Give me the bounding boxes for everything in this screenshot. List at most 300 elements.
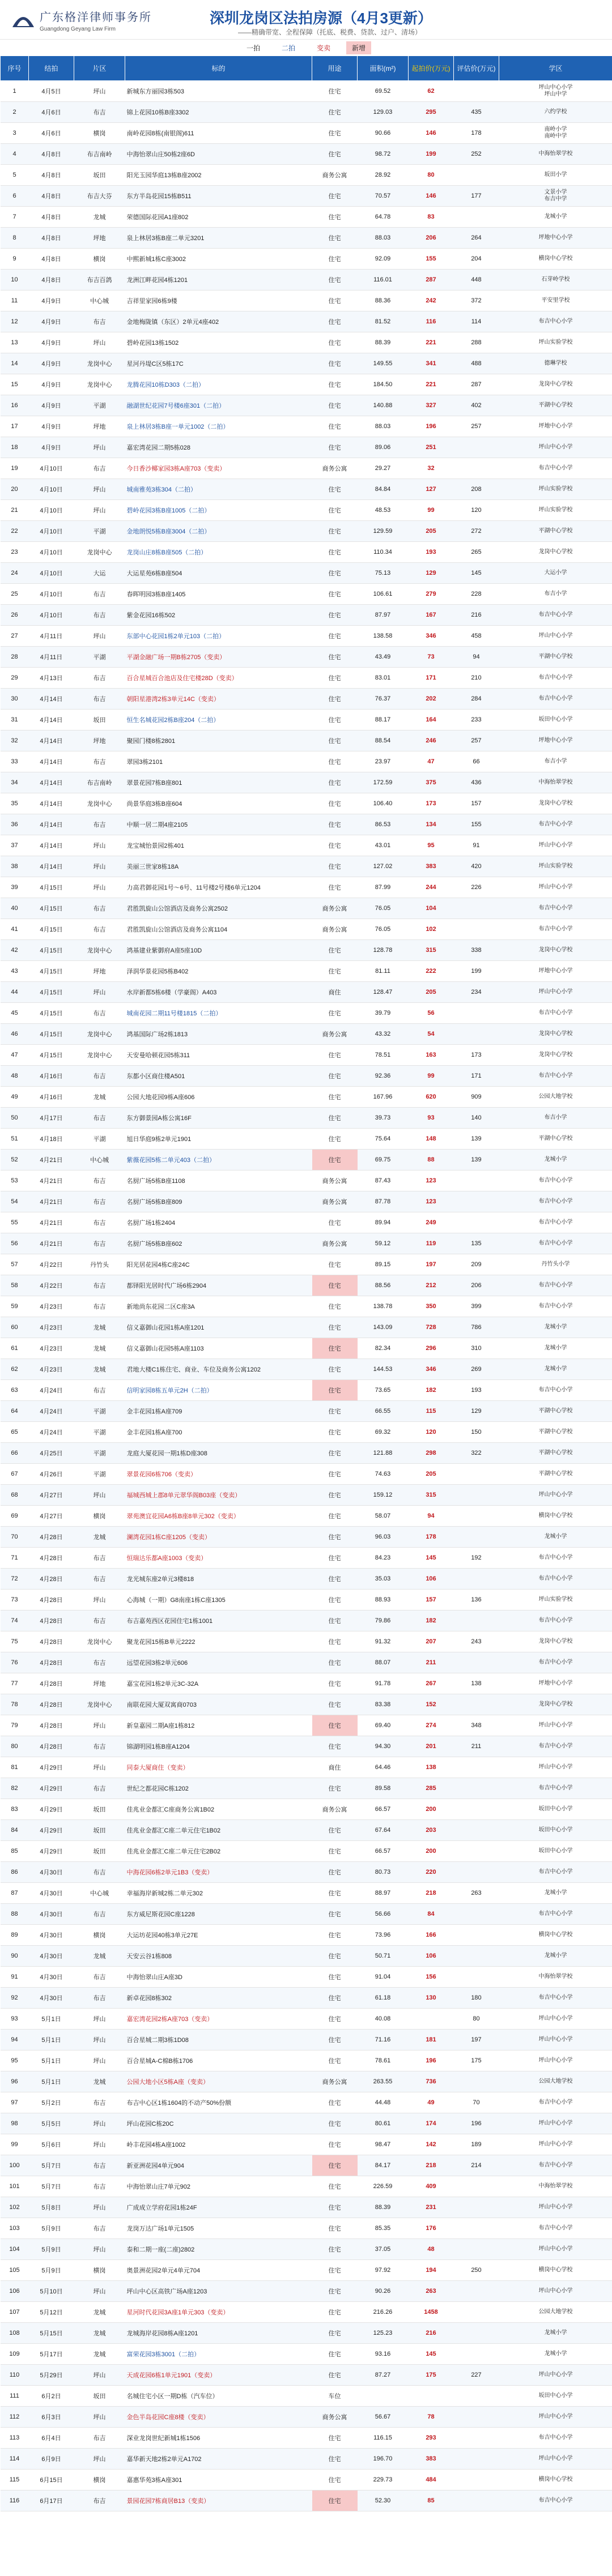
cell-start-price: 78	[409, 2407, 454, 2428]
table-row[interactable]	[1, 1652, 612, 1673]
col-header-index: 序号	[1, 56, 29, 81]
cell-property: 澜湾花园1栋C座1205（变卖）	[125, 1527, 312, 1548]
table-row[interactable]	[1, 1233, 612, 1254]
cell-school: 坪山中心小学	[499, 2050, 612, 2071]
cell-start-price: 244	[409, 877, 454, 898]
table-row[interactable]	[1, 2281, 612, 2302]
table-row[interactable]	[1, 898, 612, 919]
table-row[interactable]	[1, 605, 612, 626]
table-row[interactable]	[1, 1778, 612, 1799]
table-row[interactable]	[1, 1150, 612, 1170]
table-row[interactable]	[1, 1087, 612, 1108]
table-row[interactable]	[1, 1925, 612, 1946]
cell-property: 泽润华景花园5栋B402	[125, 961, 312, 982]
col-header-school: 学区	[499, 56, 612, 81]
table-row[interactable]	[1, 1673, 612, 1694]
table-row[interactable]	[1, 2428, 612, 2449]
cell-area: 龙岗中心	[74, 1024, 125, 1045]
table-row[interactable]	[1, 1715, 612, 1736]
table-row[interactable]	[1, 1003, 612, 1024]
cell-appraisal	[454, 1506, 499, 1527]
table-row[interactable]	[1, 1024, 612, 1045]
table-row[interactable]	[1, 1170, 612, 1191]
table-row[interactable]	[1, 1820, 612, 1841]
table-row[interactable]	[1, 1883, 612, 1904]
table-row[interactable]	[1, 2113, 612, 2134]
cell-appraisal: 269	[454, 1359, 499, 1380]
table-row[interactable]	[1, 2344, 612, 2365]
cell-index: 25	[1, 584, 29, 605]
cell-school: 公园大地学校	[499, 2302, 612, 2323]
cell-area: 布吉	[74, 605, 125, 626]
table-row[interactable]	[1, 1380, 612, 1401]
table-row[interactable]	[1, 1485, 612, 1506]
cell-appraisal: 372	[454, 291, 499, 311]
cell-property: 天安曼哈顿花园5栋311	[125, 1045, 312, 1066]
table-row[interactable]	[1, 437, 612, 458]
table-row[interactable]	[1, 1569, 612, 1590]
cell-appraisal: 399	[454, 1296, 499, 1317]
cell-property: 佳兆业金都汇C座二单元住宅1B02	[125, 1820, 312, 1841]
table-row[interactable]	[1, 1548, 612, 1569]
cell-property: 碧岭花园13栋1502	[125, 332, 312, 353]
table-row[interactable]	[1, 1212, 612, 1233]
cell-index: 12	[1, 311, 29, 332]
table-row[interactable]	[1, 395, 612, 416]
table-row[interactable]	[1, 332, 612, 353]
cell-property: 龙洲江畔花园4栋1201	[125, 270, 312, 291]
table-body	[1, 81, 612, 2511]
cell-index: 8	[1, 228, 29, 249]
cell-property: 名厨广场1栋2404	[125, 1212, 312, 1233]
cell-index: 105	[1, 2260, 29, 2281]
cell-index: 75	[1, 1631, 29, 1652]
table-row[interactable]	[1, 710, 612, 730]
table-row[interactable]	[1, 311, 612, 332]
cell-appraisal	[454, 2323, 499, 2344]
table-row[interactable]	[1, 207, 612, 228]
cell-area: 龙岗中心	[74, 542, 125, 563]
table-row[interactable]	[1, 919, 612, 940]
cell-property: 聚园门楼8栋2801	[125, 730, 312, 751]
cell-school: 布吉中心小学	[499, 689, 612, 710]
table-row[interactable]	[1, 2155, 612, 2176]
cell-property: 心海城（一期）G8南座1栋C座1305	[125, 1590, 312, 1610]
cell-appraisal: 272	[454, 521, 499, 542]
cell-appraisal	[454, 1841, 499, 1862]
table-row[interactable]	[1, 1401, 612, 1422]
cell-area: 龙岗中心	[74, 793, 125, 814]
table-row[interactable]	[1, 249, 612, 270]
table-row[interactable]	[1, 689, 612, 710]
table-row[interactable]	[1, 479, 612, 500]
table-row[interactable]	[1, 1506, 612, 1527]
cell-date: 4月28日	[29, 1631, 74, 1652]
cell-area: 布吉	[74, 102, 125, 123]
cell-use: 住宅	[312, 1150, 358, 1170]
cell-index: 29	[1, 668, 29, 689]
table-row[interactable]	[1, 1129, 612, 1150]
cell-use: 住宅	[312, 291, 358, 311]
cell-size: 127.02	[358, 856, 409, 877]
cell-date: 4月24日	[29, 1380, 74, 1401]
table-row[interactable]	[1, 563, 612, 584]
cell-school: 布吉中心小学	[499, 1548, 612, 1569]
cell-size: 89.15	[358, 1254, 409, 1275]
table-row[interactable]	[1, 458, 612, 479]
cell-use: 住宅	[312, 961, 358, 982]
cell-appraisal: 139	[454, 1129, 499, 1150]
table-row[interactable]	[1, 1967, 612, 1988]
table-row[interactable]	[1, 668, 612, 689]
table-row[interactable]	[1, 123, 612, 144]
cell-size: 88.17	[358, 710, 409, 730]
cell-use: 住宅	[312, 584, 358, 605]
table-row[interactable]	[1, 2490, 612, 2511]
table-row[interactable]	[1, 1694, 612, 1715]
cell-school: 坪山中心小学	[499, 2197, 612, 2218]
cell-use: 住宅	[312, 2030, 358, 2050]
table-row[interactable]	[1, 1191, 612, 1212]
table-row[interactable]	[1, 1045, 612, 1066]
table-row[interactable]	[1, 2239, 612, 2260]
cell-size: 98.72	[358, 144, 409, 165]
cell-size: 159.12	[358, 1485, 409, 1506]
table-row[interactable]	[1, 2050, 612, 2071]
cell-area: 布吉	[74, 898, 125, 919]
cell-use: 住宅	[312, 2260, 358, 2281]
cell-date: 4月10日	[29, 500, 74, 521]
cell-area: 中心城	[74, 291, 125, 311]
table-row[interactable]	[1, 751, 612, 772]
table-row[interactable]	[1, 1066, 612, 1087]
cell-date: 4月15日	[29, 1003, 74, 1024]
table-row[interactable]	[1, 1799, 612, 1820]
table-row[interactable]	[1, 584, 612, 605]
table-row[interactable]	[1, 2365, 612, 2386]
cell-appraisal	[454, 1967, 499, 1988]
table-row[interactable]	[1, 416, 612, 437]
cell-index: 6	[1, 186, 29, 207]
table-row[interactable]	[1, 1841, 612, 1862]
cell-area: 布吉大芬	[74, 186, 125, 207]
cell-date: 5月9日	[29, 2218, 74, 2239]
table-row[interactable]	[1, 353, 612, 374]
cell-school: 布吉中心小学	[499, 668, 612, 689]
cell-property: 信义嘉御山花园1栋A座1201	[125, 1317, 312, 1338]
cell-use: 住宅	[312, 1401, 358, 1422]
table-row[interactable]	[1, 793, 612, 814]
cell-use: 住宅	[312, 186, 358, 207]
cell-size: 84.84	[358, 479, 409, 500]
cell-index: 22	[1, 521, 29, 542]
cell-index: 57	[1, 1254, 29, 1275]
table-row[interactable]	[1, 856, 612, 877]
cell-appraisal	[454, 207, 499, 228]
cell-property: 公园大地花园9栋A座606	[125, 1087, 312, 1108]
table-row[interactable]	[1, 2323, 612, 2344]
table-row[interactable]	[1, 814, 612, 835]
cell-start-price: 383	[409, 856, 454, 877]
cell-size: 73.96	[358, 1925, 409, 1946]
cell-size: 79.86	[358, 1610, 409, 1631]
table-row[interactable]	[1, 1946, 612, 1967]
cell-size: 129.03	[358, 102, 409, 123]
cell-size: 106.61	[358, 584, 409, 605]
cell-date: 4月14日	[29, 751, 74, 772]
cell-index: 96	[1, 2071, 29, 2092]
cell-property: 大运星苑6栋B座504	[125, 563, 312, 584]
cell-size: 87.99	[358, 877, 409, 898]
cell-appraisal	[454, 458, 499, 479]
cell-school: 平湖中心学校	[499, 1464, 612, 1485]
cell-size: 87.27	[358, 2365, 409, 2386]
cell-start-price: 383	[409, 2449, 454, 2470]
cell-use: 住宅	[312, 1715, 358, 1736]
cell-date: 4月24日	[29, 1422, 74, 1443]
cell-start-price: 95	[409, 835, 454, 856]
table-row[interactable]	[1, 2218, 612, 2239]
cell-school: 龙岗中心学校	[499, 793, 612, 814]
cell-index: 18	[1, 437, 29, 458]
cell-index: 99	[1, 2134, 29, 2155]
table-row[interactable]	[1, 2092, 612, 2113]
cell-start-price: 54	[409, 1024, 454, 1045]
table-row[interactable]	[1, 1631, 612, 1652]
cell-property: 远望花园3栋2单元606	[125, 1652, 312, 1673]
cell-index: 7	[1, 207, 29, 228]
table-row[interactable]	[1, 877, 612, 898]
table-row[interactable]	[1, 521, 612, 542]
cell-area: 布吉	[74, 584, 125, 605]
cell-use: 住宅	[312, 353, 358, 374]
table-row[interactable]	[1, 81, 612, 102]
cell-school: 龙城小学	[499, 207, 612, 228]
cell-area: 龙城	[74, 1087, 125, 1108]
cell-date: 4月10日	[29, 605, 74, 626]
cell-property: 景园花园7栋商居B13（变卖）	[125, 2490, 312, 2511]
table-row[interactable]	[1, 2260, 612, 2281]
cell-property: 南岭花园8栋(南银阁)611	[125, 123, 312, 144]
table-row[interactable]	[1, 144, 612, 165]
cell-start-price: 728	[409, 1317, 454, 1338]
table-row[interactable]	[1, 374, 612, 395]
cell-date: 6月3日	[29, 2407, 74, 2428]
table-row[interactable]	[1, 2470, 612, 2490]
cell-use: 住宅	[312, 1883, 358, 1904]
cell-start-price: 155	[409, 249, 454, 270]
cell-date: 4月10日	[29, 458, 74, 479]
table-row[interactable]	[1, 730, 612, 751]
cell-school: 平湖中心学校	[499, 521, 612, 542]
cell-size: 128.78	[358, 940, 409, 961]
table-row[interactable]	[1, 961, 612, 982]
table-row[interactable]	[1, 1422, 612, 1443]
table-row[interactable]	[1, 1736, 612, 1757]
cell-start-price: 166	[409, 1925, 454, 1946]
cell-index: 20	[1, 479, 29, 500]
cell-school: 南岭小学 南岭中学	[499, 123, 612, 144]
cell-use: 住宅	[312, 1296, 358, 1317]
cell-school: 布吉中心小学	[499, 1233, 612, 1254]
table-row[interactable]	[1, 2176, 612, 2197]
table-row[interactable]	[1, 2386, 612, 2407]
cell-size: 184.50	[358, 374, 409, 395]
table-row[interactable]	[1, 1275, 612, 1296]
cell-use: 住宅	[312, 2239, 358, 2260]
cell-index: 51	[1, 1129, 29, 1150]
cell-index: 60	[1, 1317, 29, 1338]
table-row[interactable]	[1, 2449, 612, 2470]
table-row[interactable]	[1, 542, 612, 563]
cell-index: 59	[1, 1296, 29, 1317]
cell-area: 坂田	[74, 2386, 125, 2407]
cell-appraisal	[454, 2470, 499, 2490]
cell-area: 布吉	[74, 1233, 125, 1254]
cell-date: 4月30日	[29, 1925, 74, 1946]
cell-area: 坪山	[74, 2197, 125, 2218]
cell-index: 113	[1, 2428, 29, 2449]
cell-area: 坪山	[74, 1757, 125, 1778]
cell-property: 泰和二期一座(二座)2802	[125, 2239, 312, 2260]
table-row[interactable]	[1, 982, 612, 1003]
table-row[interactable]	[1, 186, 612, 207]
cell-use: 住宅	[312, 1778, 358, 1799]
cell-appraisal	[454, 1652, 499, 1673]
table-header-row	[1, 56, 612, 81]
table-row[interactable]	[1, 2302, 612, 2323]
cell-property: 阳光居花园4栋C座24C	[125, 1254, 312, 1275]
cell-property: 紫薇花园5栋二单元403（二拍）	[125, 1150, 312, 1170]
cell-size: 140.88	[358, 395, 409, 416]
cell-area: 横岗	[74, 1506, 125, 1527]
table-row[interactable]	[1, 1590, 612, 1610]
table-row[interactable]	[1, 1359, 612, 1380]
table-row[interactable]	[1, 1443, 612, 1464]
table-row[interactable]	[1, 1317, 612, 1338]
cell-date: 4月28日	[29, 1569, 74, 1590]
table-row[interactable]	[1, 2009, 612, 2030]
cell-date: 4月8日	[29, 270, 74, 291]
cell-use: 住宅	[312, 689, 358, 710]
cell-index: 70	[1, 1527, 29, 1548]
cell-index: 39	[1, 877, 29, 898]
table-row[interactable]	[1, 1610, 612, 1631]
cell-size: 76.05	[358, 898, 409, 919]
table-row[interactable]	[1, 1757, 612, 1778]
cell-appraisal	[454, 1799, 499, 1820]
cell-area: 坪地	[74, 416, 125, 437]
cell-start-price: 174	[409, 2113, 454, 2134]
table-row[interactable]	[1, 2030, 612, 2050]
table-row[interactable]	[1, 626, 612, 647]
table-row[interactable]	[1, 1527, 612, 1548]
cell-size: 116.15	[358, 2428, 409, 2449]
cell-use: 住宅	[312, 710, 358, 730]
cell-area: 布吉	[74, 1569, 125, 1590]
cell-appraisal: 435	[454, 102, 499, 123]
table-row[interactable]	[1, 2197, 612, 2218]
cell-property: 大运坊花园40栋3单元27E	[125, 1925, 312, 1946]
cell-use: 住宅	[312, 437, 358, 458]
table-row[interactable]	[1, 500, 612, 521]
cell-use: 住宅	[312, 2323, 358, 2344]
table-row[interactable]	[1, 1338, 612, 1359]
table-row[interactable]	[1, 1108, 612, 1129]
cell-appraisal: 338	[454, 940, 499, 961]
cell-use: 住宅	[312, 856, 358, 877]
cell-property: 今日香沙椰家园3栋A座703（变卖）	[125, 458, 312, 479]
cell-size: 52.30	[358, 2490, 409, 2511]
cell-appraisal: 243	[454, 1631, 499, 1652]
table-row[interactable]	[1, 772, 612, 793]
cell-start-price: 152	[409, 1694, 454, 1715]
cell-appraisal	[454, 2386, 499, 2407]
cell-size: 80.73	[358, 1862, 409, 1883]
cell-property: 嘉宏湾花园二期5栋028	[125, 437, 312, 458]
table-row[interactable]	[1, 291, 612, 311]
cell-appraisal	[454, 165, 499, 186]
table-row[interactable]	[1, 270, 612, 291]
cell-area: 坪山	[74, 1590, 125, 1610]
table-row[interactable]	[1, 940, 612, 961]
cell-use: 住宅	[312, 668, 358, 689]
cell-property: 龙岗山庄8栋B座505（二拍）	[125, 542, 312, 563]
cell-index: 72	[1, 1569, 29, 1590]
cell-area: 布吉	[74, 2428, 125, 2449]
cell-property: 力高君御花园1号～6号、11号楼2号楼6单元1204	[125, 877, 312, 898]
cell-property: 龙光城东座2单元3楼818	[125, 1569, 312, 1590]
table-row[interactable]	[1, 2134, 612, 2155]
table-row[interactable]	[1, 1464, 612, 1485]
cell-school: 布吉中心小学	[499, 1569, 612, 1590]
table-row[interactable]	[1, 1254, 612, 1275]
cell-school: 龙岗中心学校	[499, 1024, 612, 1045]
cell-size: 89.06	[358, 437, 409, 458]
table-row[interactable]	[1, 1296, 612, 1317]
cell-property: 百合星城百合池店及住宅楼28D（变卖）	[125, 668, 312, 689]
cell-date: 4月28日	[29, 1673, 74, 1694]
cell-property: 星河时代花园3A座1单元303（变卖）	[125, 2302, 312, 2323]
table-row[interactable]	[1, 1988, 612, 2009]
cell-area: 布吉	[74, 2092, 125, 2113]
cell-index: 76	[1, 1652, 29, 1673]
cell-property: 天安云谷1栋808	[125, 1946, 312, 1967]
cell-start-price: 206	[409, 228, 454, 249]
cell-appraisal: 138	[454, 1673, 499, 1694]
cell-index: 111	[1, 2386, 29, 2407]
table-row[interactable]	[1, 835, 612, 856]
cell-property: 新亚洲花园4单元904	[125, 2155, 312, 2176]
table-row[interactable]	[1, 102, 612, 123]
cell-use: 住宅	[312, 1820, 358, 1841]
cell-size: 87.43	[358, 1170, 409, 1191]
cell-use: 住宅	[312, 1610, 358, 1631]
cell-date: 4月14日	[29, 730, 74, 751]
table-row[interactable]	[1, 228, 612, 249]
table-row[interactable]	[1, 2071, 612, 2092]
table-row[interactable]	[1, 1904, 612, 1925]
table-row[interactable]	[1, 2407, 612, 2428]
cell-index: 109	[1, 2344, 29, 2365]
table-row[interactable]	[1, 1862, 612, 1883]
cell-appraisal: 786	[454, 1317, 499, 1338]
cell-start-price: 84	[409, 1904, 454, 1925]
table-row[interactable]	[1, 165, 612, 186]
table-row[interactable]	[1, 647, 612, 668]
cell-size: 44.48	[358, 2092, 409, 2113]
cell-start-price: 146	[409, 123, 454, 144]
